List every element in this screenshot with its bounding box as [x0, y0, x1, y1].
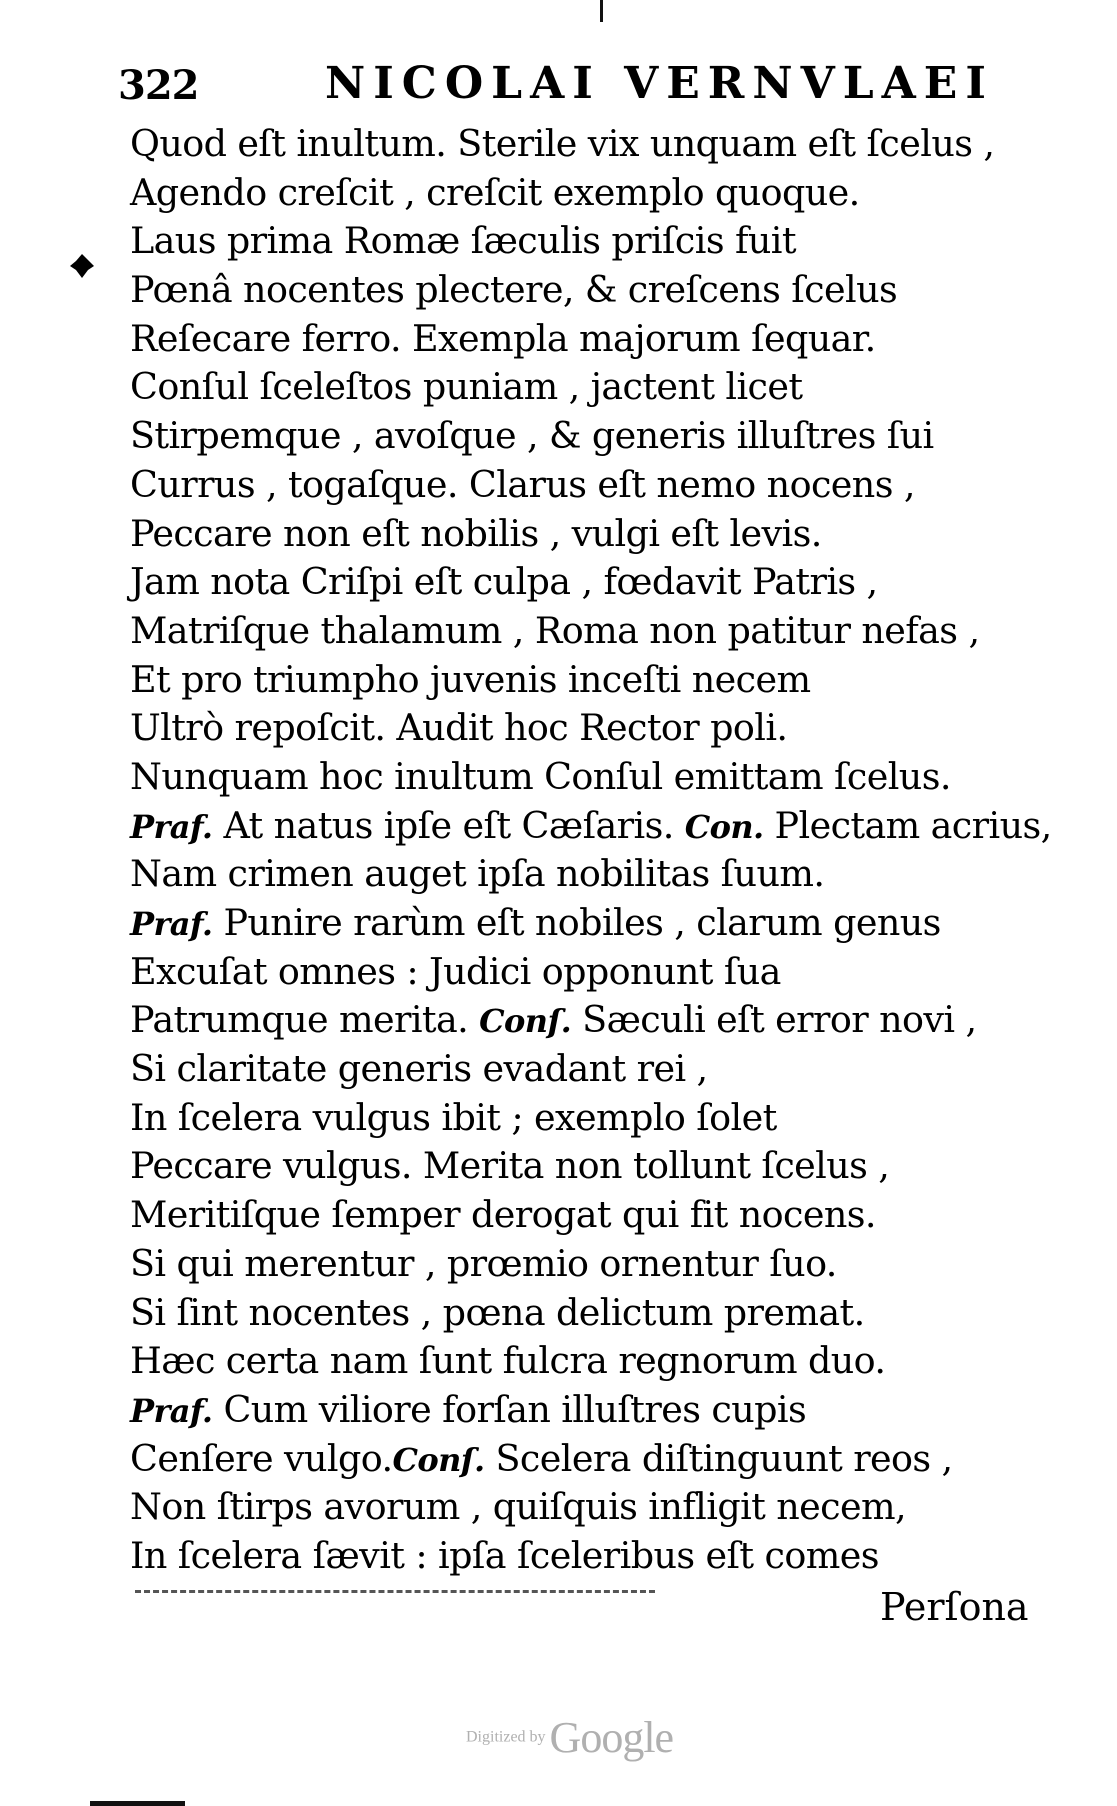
verse-text: Scelera diſtinguunt reos ,: [484, 1436, 953, 1480]
verse-text: Agendo creſcit , creſcit exemplo quoque.: [130, 170, 860, 214]
page-number: 322: [118, 62, 199, 109]
speaker-label: Conſ.: [392, 1440, 485, 1479]
speaker-label: Praf.: [130, 1391, 213, 1430]
verse-text: Reſecare ferro. Exempla majorum ſequar.: [130, 316, 876, 360]
speaker-label: Praf.: [130, 807, 213, 846]
verse-text: Currus , togaſque. Clarus eſt nemo nocens ,: [130, 462, 915, 506]
verse-text: Peccare non eſt nobilis , vulgi eſt levis.: [130, 511, 822, 555]
verse-text: Non ſtirps avorum , quiſquis infligit necem,: [130, 1485, 906, 1529]
verse-line: [130, 1045, 1052, 1094]
speaker-label: Praf.: [130, 905, 213, 943]
verse-line: [130, 315, 1052, 364]
ink-blot-ornament: [68, 252, 96, 280]
verse-text: Si claritate generis evadant rei ,: [130, 1047, 708, 1091]
google-logo: Google: [549, 1713, 674, 1762]
verse-line: [130, 656, 1052, 705]
speaker-label: Con.: [684, 807, 764, 846]
verse-text: Peccare vulgus. Merita non tollunt ſcelus ,: [130, 1144, 890, 1188]
verse-text: Pœnâ nocentes plectere, & creſcens ſcelus: [130, 268, 898, 312]
running-head: NICOLAI VERNVLAEI: [325, 58, 994, 109]
verse-text: Plectam acrius,: [763, 803, 1052, 847]
verse-text: At natus ipſe eſt Cæſaris.: [212, 803, 685, 847]
verse-line: [130, 169, 1052, 218]
verse-text: Excuſat omnes : Judici opponunt ſua: [130, 949, 781, 993]
watermark-prefix: Digitized by: [466, 1728, 546, 1746]
verse-text: Cenſere vulgo.: [130, 1436, 393, 1480]
verse-line: [130, 266, 1052, 315]
catchword: Perſona: [880, 1585, 1029, 1629]
verse-line: [130, 948, 1052, 997]
verse-line: [130, 850, 1052, 899]
verse-text: Ultrò repoſcit. Audit hoc Rector poli.: [130, 706, 788, 750]
verse-line: [130, 1240, 1052, 1289]
verse-line: [130, 558, 1052, 607]
verse-line: [130, 704, 1052, 753]
verse-text: Jam nota Criſpi eſt culpa , fœdavit Patris ,: [130, 560, 878, 604]
verse-text: Et pro triumpho juvenis inceſti necem: [130, 657, 811, 701]
verse-line: [130, 607, 1052, 656]
verse-text: Stirpemque , avoſque , & generis illuſtres ſui: [130, 414, 934, 458]
verse-line: [130, 120, 1052, 169]
verse-text: Patrumque merita.: [130, 998, 480, 1042]
bottom-edge-mark: [90, 1801, 185, 1806]
verse-text: Meritiſque ſemper derogat qui fit nocens.: [130, 1193, 876, 1237]
verse-line: [130, 217, 1052, 266]
print-bleed-dashes: [135, 1590, 655, 1597]
verse-line: [130, 996, 1052, 1045]
verse-text: Nam crimen auget ipſa nobilitas ſuum.: [130, 852, 825, 896]
verse-line: [130, 1142, 1052, 1191]
top-edge-mark: [600, 0, 603, 22]
verse-text: Hæc certa nam ſunt fulcra regnorum duo.: [130, 1339, 886, 1383]
verse-list: [130, 120, 1052, 1581]
verse-line: [130, 1483, 1052, 1532]
verse-line: [130, 1386, 1052, 1435]
verse-line: [130, 1337, 1052, 1386]
verse-text: Sæculi eſt error novi ,: [571, 998, 977, 1042]
verse-line: [130, 363, 1052, 412]
verse-text: Si qui merentur , prœmio ornentur ſuo.: [130, 1241, 837, 1285]
verse-text: In ſcelera ſævit : ipſa ſceleribus eſt comes: [130, 1533, 879, 1577]
verse-line: [130, 461, 1052, 510]
verse-line: [130, 510, 1052, 559]
verse-line: [130, 1191, 1052, 1240]
verse-line: [130, 753, 1052, 802]
digitization-watermark: [466, 1712, 673, 1763]
verse-line: [130, 1532, 1052, 1581]
verse-text: Punire rarùm eſt nobiles , clarum genus: [212, 901, 941, 944]
verse-line: [130, 1094, 1052, 1143]
verse-text: Cum viliore forſan illuſtres cupis: [212, 1387, 807, 1431]
verse-line: [130, 802, 1052, 851]
verse-line: [130, 412, 1052, 461]
verse-line: [130, 899, 1052, 948]
verse-text: Nunquam hoc inultum Conſul emittam ſcelus.: [130, 754, 951, 798]
verse-text: Si ſint nocentes , pœna delictum premat.: [130, 1290, 865, 1334]
speaker-label: Conſ.: [479, 1002, 572, 1041]
verse-text: In ſcelera vulgus ibit ; exemplo ſolet: [130, 1095, 777, 1139]
verse-text: Quod eſt inultum. Sterile vix unquam eſt ſcelus ,: [130, 122, 995, 165]
verse-line: [130, 1435, 1052, 1484]
verse-text: Conſul ſceleſtos puniam , jactent licet: [130, 365, 803, 409]
verse-text: Matriſque thalamum , Roma non patitur nefas ,: [130, 608, 980, 652]
verse-line: [130, 1289, 1052, 1338]
verse-text: Laus prima Romæ ſæculis priſcis fuit: [130, 219, 796, 263]
